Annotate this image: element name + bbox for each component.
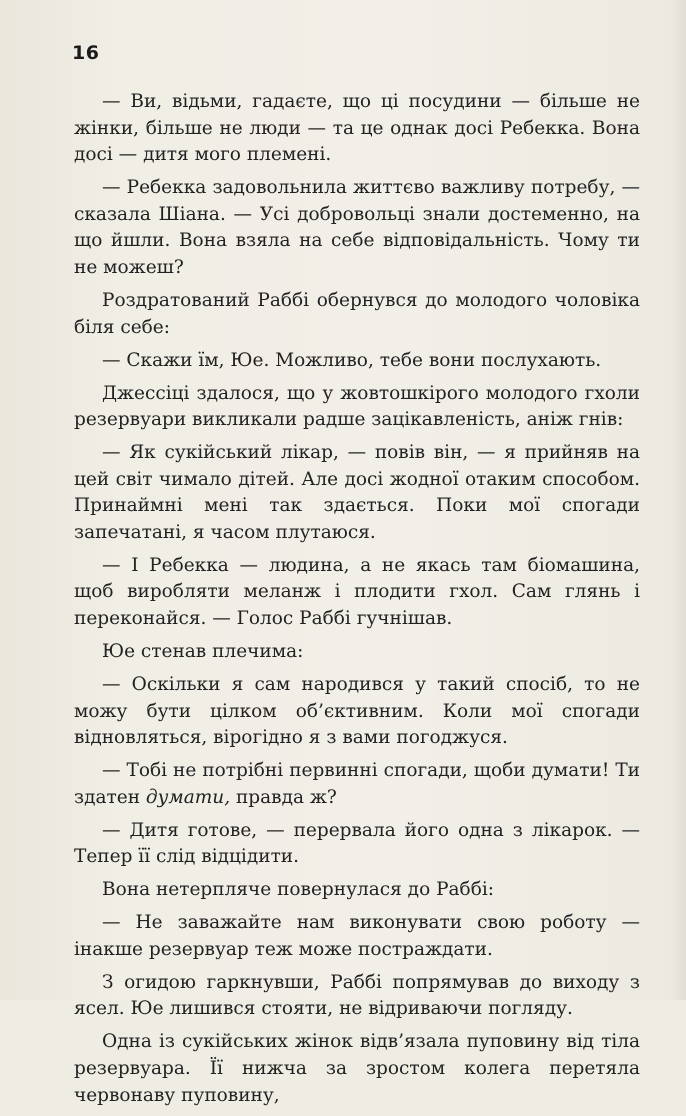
paragraph: Одна із сукійських жінок відв’язала пуповину від тіла резервуара. Її нижча за зростом колега перетяла червонаву пуповину, xyxy=(74,1031,640,1106)
paragraph: — Скажи їм, Юе. Можливо, тебе вони послухають. xyxy=(102,349,602,371)
paragraph: — І Ребекка — людина, а не якась там біомашина, щоб виробляти меланж і плодити гхол. Сам глянь і переконайся. — Голос Раббі гучнішав. xyxy=(74,554,640,630)
paragraph: — Оскільки я сам народився у такий спосіб, то не можу бути цілком об’єктивним. Коли мої спогади відновляться, вірогідно я з вами погоджуся. xyxy=(74,674,640,749)
paragraph: Вона нетерпляче повернулася до Раббі: xyxy=(102,879,494,901)
paragraph: Юе стенав плечима: xyxy=(102,641,304,663)
paragraph-text: правда ж? xyxy=(230,786,337,808)
paragraph: — Ви, відьми, гадаєте, що ці посудини — більше не жінки, більше не люди — та це однак досі Ребекка. Вона досі — дитя мого племені. xyxy=(74,91,640,166)
body-text xyxy=(74,89,640,1116)
page-number: 16 xyxy=(72,42,100,64)
paragraph: — Дитя готове, — перервала його одна з лікарок. — Тепер її слід відцідити. xyxy=(74,819,640,868)
paragraph-text: — Тобі не потрібні первинні спогади, щоби думати! Ти здатен xyxy=(74,760,640,808)
paragraph: Роздратований Раббі обернувся до молодого чоловіка біля себе: xyxy=(74,289,640,338)
paragraph: — Ребекка задовольнила життєво важливу потребу, — сказала Шіана. — Усі добровольці знали достеменно, на що йшли. Вона взяла на себе відповідальність. Чому ти не можеш? xyxy=(74,177,640,278)
paragraph: З огидою гаркнувши, Раббі попрямував до виходу з ясел. Юе лишився стояти, не відриваючи погляду. xyxy=(74,971,640,1020)
emphasized-text: думати, xyxy=(145,786,231,808)
paragraph xyxy=(74,758,640,811)
paragraph: — Як сукійський лікар, — повів він, — я прийняв на цей світ чимало дітей. Але досі жодної отаким способом. Принаймні мені так здається. Поки мої спогади запечатані, я часом плутаюся. xyxy=(74,442,640,543)
paragraph: Джессіці здалося, що у жовтошкірого молодого гхоли резервуари викликали радше зацікавленість, аніж гнів: xyxy=(74,382,640,431)
paragraph: — Не заважайте нам виконувати свою роботу — інакше резервуар теж може постраждати. xyxy=(74,912,640,960)
page-edge-shadow xyxy=(670,0,686,1000)
